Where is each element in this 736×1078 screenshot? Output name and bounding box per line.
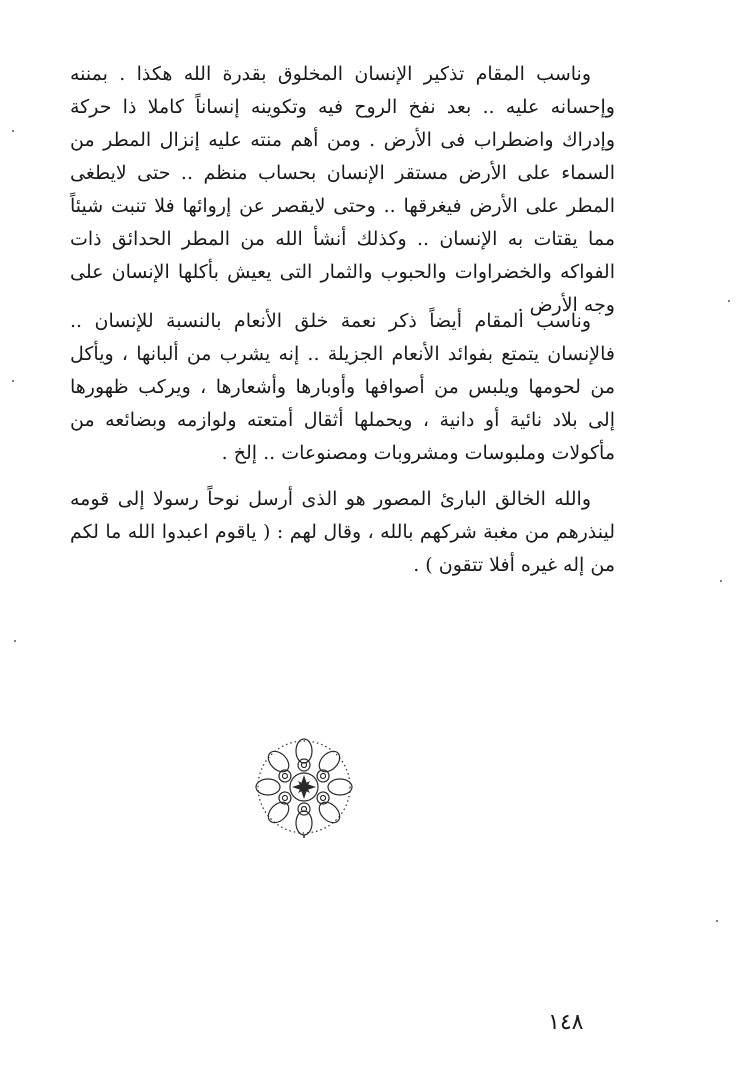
margin-speck [12,380,14,382]
margin-speck [720,580,722,582]
paragraph-3 [70,483,615,582]
paragraph-1-text: وناسب المقام تذكير الإنسان المخلوق بقدرة الله هكذا . بمننه وإحسانه عليه .. بعد نفخ الروح فيه وتكوينه إنساناً كاملا ذا حركة وإدراك واضطراب فى الأرض . ومن أهم منته عليه إنزال المطر من السماء على الأرض مستقر الإنسان بحساب منظم .. حتى لايطغى المطر على الأرض فيغرقها .. وحتى لايقصر عن إروائها فلا تنبت شيئاً مما يقتات به الإنسان .. وكذلك أنشأ الله من المطر الحدائق ذات الفواكه والخضراوات والحبوب والثمار التى يعيش بأكلها الإنسان على وجه الأرض . [70,63,616,316]
paragraph-1 [70,58,615,322]
margin-speck [716,920,718,922]
margin-speck [12,130,14,132]
rosette-ornament-icon [254,736,354,838]
paragraph-2 [70,305,615,470]
page-number: ١٤٨ [548,1010,584,1035]
paragraph-2-text: وناسب المقام أيضاً ذكر نعمة خلق الأنعام بالنسبة للإنسان .. فالإنسان يتمتع بفوائد الأنعام الجزيلة .. إنه يشرب من ألبانها ، ويأكل من لحومها ويلبس من أصوافها وأوبارها وأشعارها ، ويركب ظهورها إلى بلاد نائية أو دانية ، ويحملها أثقال أمتعته ولوازمه وبضائعه من مأكولات وملبوسات ومشروبات ومصنوعات .. إلخ . [70,310,615,464]
margin-speck [14,640,16,642]
margin-speck [728,300,730,302]
paragraph-3-text: والله الخالق البارئ المصور هو الذى أرسل نوحاً رسولا إلى قومه لينذرهم من مغبة شركهم بالله ، وقال لهم : ( ياقوم اعبدوا الله ما لكم من إله غيره أفلا تتقون ) . [70,488,615,576]
